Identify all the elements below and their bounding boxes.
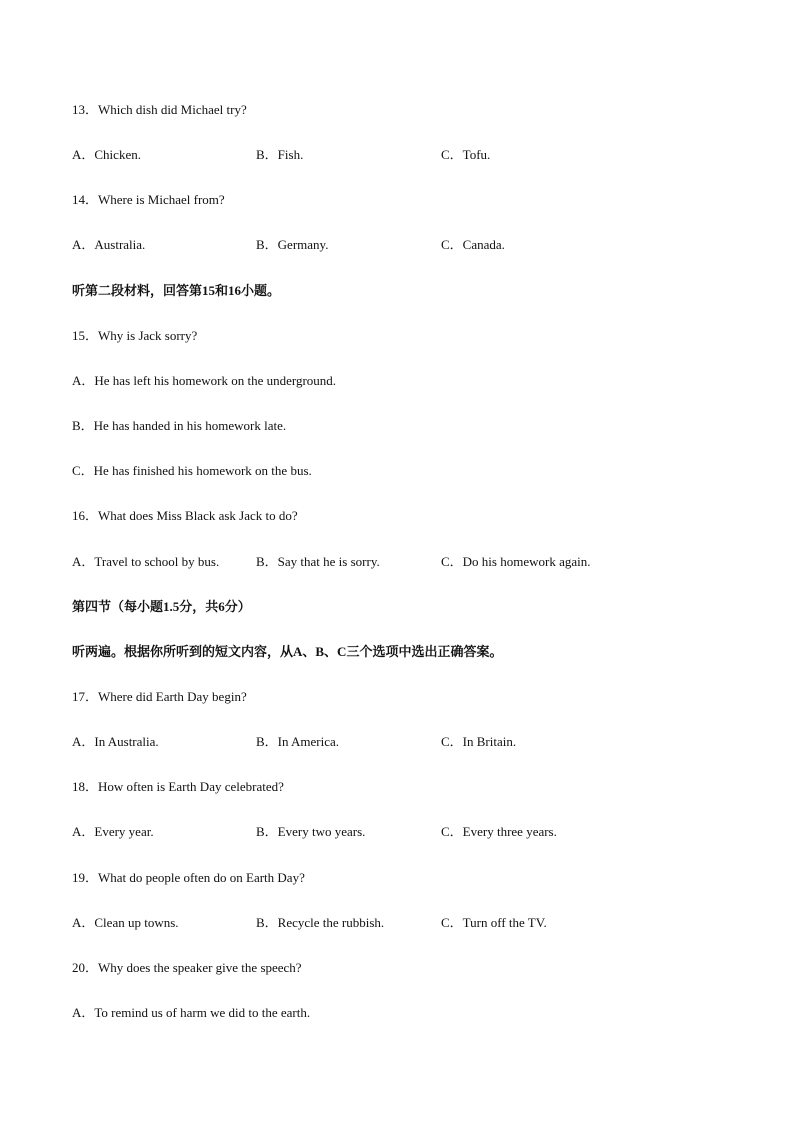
option-b: B．In America. bbox=[256, 734, 340, 749]
option-a: A．Chicken. bbox=[72, 147, 141, 162]
question-text: 15．Why is Jack sorry? bbox=[72, 328, 198, 343]
question-text: 19．What do people often do on Earth Day? bbox=[72, 870, 305, 885]
question-text: A．He has left his homework on the underground. bbox=[72, 373, 337, 388]
section-instruction: 听两遍。根据你所听到的短文内容，从A、B、C三个选项中选出正确答案。 bbox=[72, 644, 503, 659]
answer-options-row bbox=[72, 237, 632, 253]
section-instruction: 第四节（每小题1.5分，共6分） bbox=[72, 599, 251, 614]
option-b: B．Germany. bbox=[256, 237, 329, 252]
answer-options-row bbox=[72, 824, 632, 840]
option-c: C．Turn off the TV. bbox=[441, 915, 547, 930]
section-instruction: 听第二段材料，回答第15和16小题。 bbox=[72, 283, 281, 298]
question-text: C．He has finished his homework on the bus. bbox=[72, 463, 312, 478]
option-c: C．In Britain. bbox=[441, 734, 517, 749]
option-c: C．Do his homework again. bbox=[441, 554, 591, 569]
question-text: B．He has handed in his homework late. bbox=[72, 418, 287, 433]
option-a: A．Every year. bbox=[72, 824, 154, 839]
question-text: 17．Where did Earth Day begin? bbox=[72, 689, 247, 704]
question-text: 16．What does Miss Black ask Jack to do? bbox=[72, 508, 298, 523]
option-b: B．Fish. bbox=[256, 147, 304, 162]
option-a: A．Clean up towns. bbox=[72, 915, 179, 930]
answer-options-row bbox=[72, 554, 632, 570]
option-b: B．Every two years. bbox=[256, 824, 366, 839]
option-c: C．Canada. bbox=[441, 237, 505, 252]
option-a: A．In Australia. bbox=[72, 734, 159, 749]
answer-options-row bbox=[72, 734, 632, 750]
option-c: C．Tofu. bbox=[441, 147, 491, 162]
answer-options-row bbox=[72, 147, 632, 163]
question-text: A．To remind us of harm we did to the earth. bbox=[72, 1005, 311, 1020]
option-a: A．Travel to school by bus. bbox=[72, 554, 220, 569]
option-b: B．Recycle the rubbish. bbox=[256, 915, 385, 930]
option-c: C．Every three years. bbox=[441, 824, 557, 839]
question-text: 13．Which dish did Michael try? bbox=[72, 102, 247, 117]
option-b: B．Say that he is sorry. bbox=[256, 554, 380, 569]
answer-options-row bbox=[72, 915, 632, 931]
question-text: 14．Where is Michael from? bbox=[72, 192, 225, 207]
question-text: 20．Why does the speaker give the speech? bbox=[72, 960, 302, 975]
question-text: 18．How often is Earth Day celebrated? bbox=[72, 779, 284, 794]
option-a: A．Australia. bbox=[72, 237, 146, 252]
